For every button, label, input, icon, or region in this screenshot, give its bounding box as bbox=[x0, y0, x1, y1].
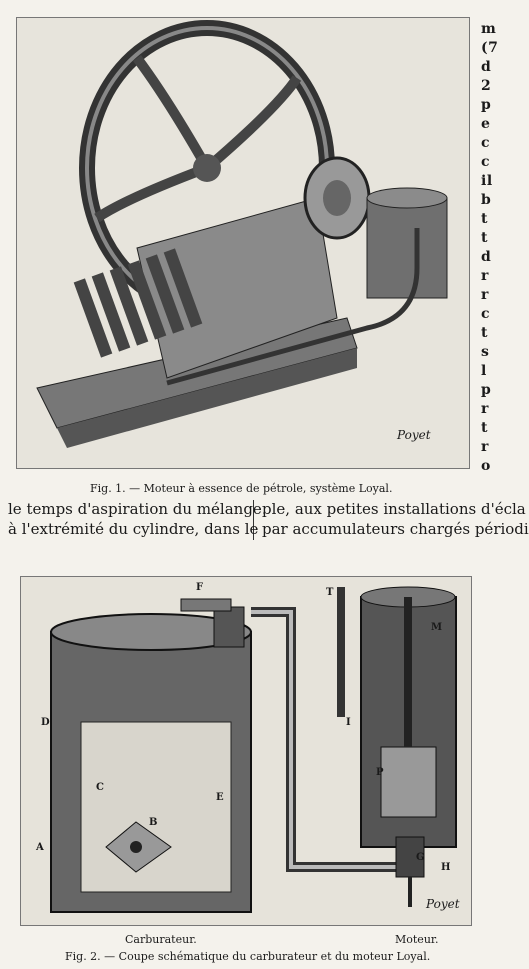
fragment-line: s bbox=[481, 344, 490, 360]
label-D: D bbox=[41, 717, 50, 728]
figure-1-engraving bbox=[16, 17, 470, 469]
fragment-line: 2 bbox=[481, 78, 492, 94]
carburetor-engine-diagram bbox=[21, 577, 471, 925]
right-column-text-fragments bbox=[481, 20, 500, 476]
figure-2-caption: Fig. 2. — Coupe schématique du carburateur et du moteur Loyal. bbox=[65, 950, 431, 963]
fragment-line: e bbox=[481, 116, 491, 132]
right-body-line-2: par accumulateurs chargés périodi bbox=[262, 520, 529, 538]
label-M: M bbox=[431, 622, 443, 633]
label-B: B bbox=[149, 817, 158, 828]
figure-1-caption: Fig. 1. — Moteur à essence de pétrole, système Loyal. bbox=[90, 482, 393, 495]
fragment-line: m bbox=[481, 21, 497, 37]
figure-1-signature: Poyet bbox=[397, 428, 431, 442]
fragment-line: d bbox=[481, 59, 492, 75]
figure-2-diagram bbox=[20, 576, 472, 926]
label-P: P bbox=[376, 767, 384, 778]
fragment-line: c bbox=[481, 135, 491, 151]
label-I: I bbox=[346, 717, 351, 728]
fragment-line: t bbox=[481, 211, 488, 227]
fragment-line: o bbox=[481, 458, 491, 474]
label-G: G bbox=[416, 852, 425, 863]
label-C: C bbox=[96, 782, 104, 793]
fragment-line: t bbox=[481, 230, 488, 246]
fragment-line: c bbox=[481, 306, 491, 322]
fragment-line: r bbox=[481, 439, 489, 455]
fragment-line: (7 bbox=[481, 40, 499, 56]
label-A: A bbox=[36, 842, 44, 853]
label-T: T bbox=[326, 587, 334, 598]
fragment-line: l bbox=[481, 363, 487, 379]
label-H: H bbox=[441, 862, 451, 873]
engine-illustration bbox=[17, 18, 469, 468]
fragment-line: il bbox=[481, 173, 493, 189]
fragment-line: r bbox=[481, 401, 489, 417]
fragment-line: r bbox=[481, 268, 489, 284]
label-E: E bbox=[216, 792, 224, 803]
fragment-line: b bbox=[481, 192, 492, 208]
fragment-line: t bbox=[481, 420, 488, 436]
fragment-line: c bbox=[481, 154, 491, 170]
fragment-line: d bbox=[481, 249, 492, 265]
fragment-line: t bbox=[481, 325, 488, 341]
fragment-line: p bbox=[481, 97, 492, 113]
engine-sublabel: Moteur. bbox=[395, 933, 439, 946]
left-body-line-2: à l'extrémité du cylindre, dans le bbox=[8, 520, 259, 538]
figure-2-signature: Poyet bbox=[426, 897, 460, 911]
fragment-line: p bbox=[481, 382, 492, 398]
label-F: F bbox=[196, 582, 204, 593]
fragment-line: r bbox=[481, 287, 489, 303]
right-body-line-1: ple, aux petites installations d'écla bbox=[262, 500, 526, 518]
carburetor-sublabel: Carburateur. bbox=[125, 933, 197, 946]
left-body-line-1: le temps d'aspiration du mélange. bbox=[8, 500, 267, 518]
